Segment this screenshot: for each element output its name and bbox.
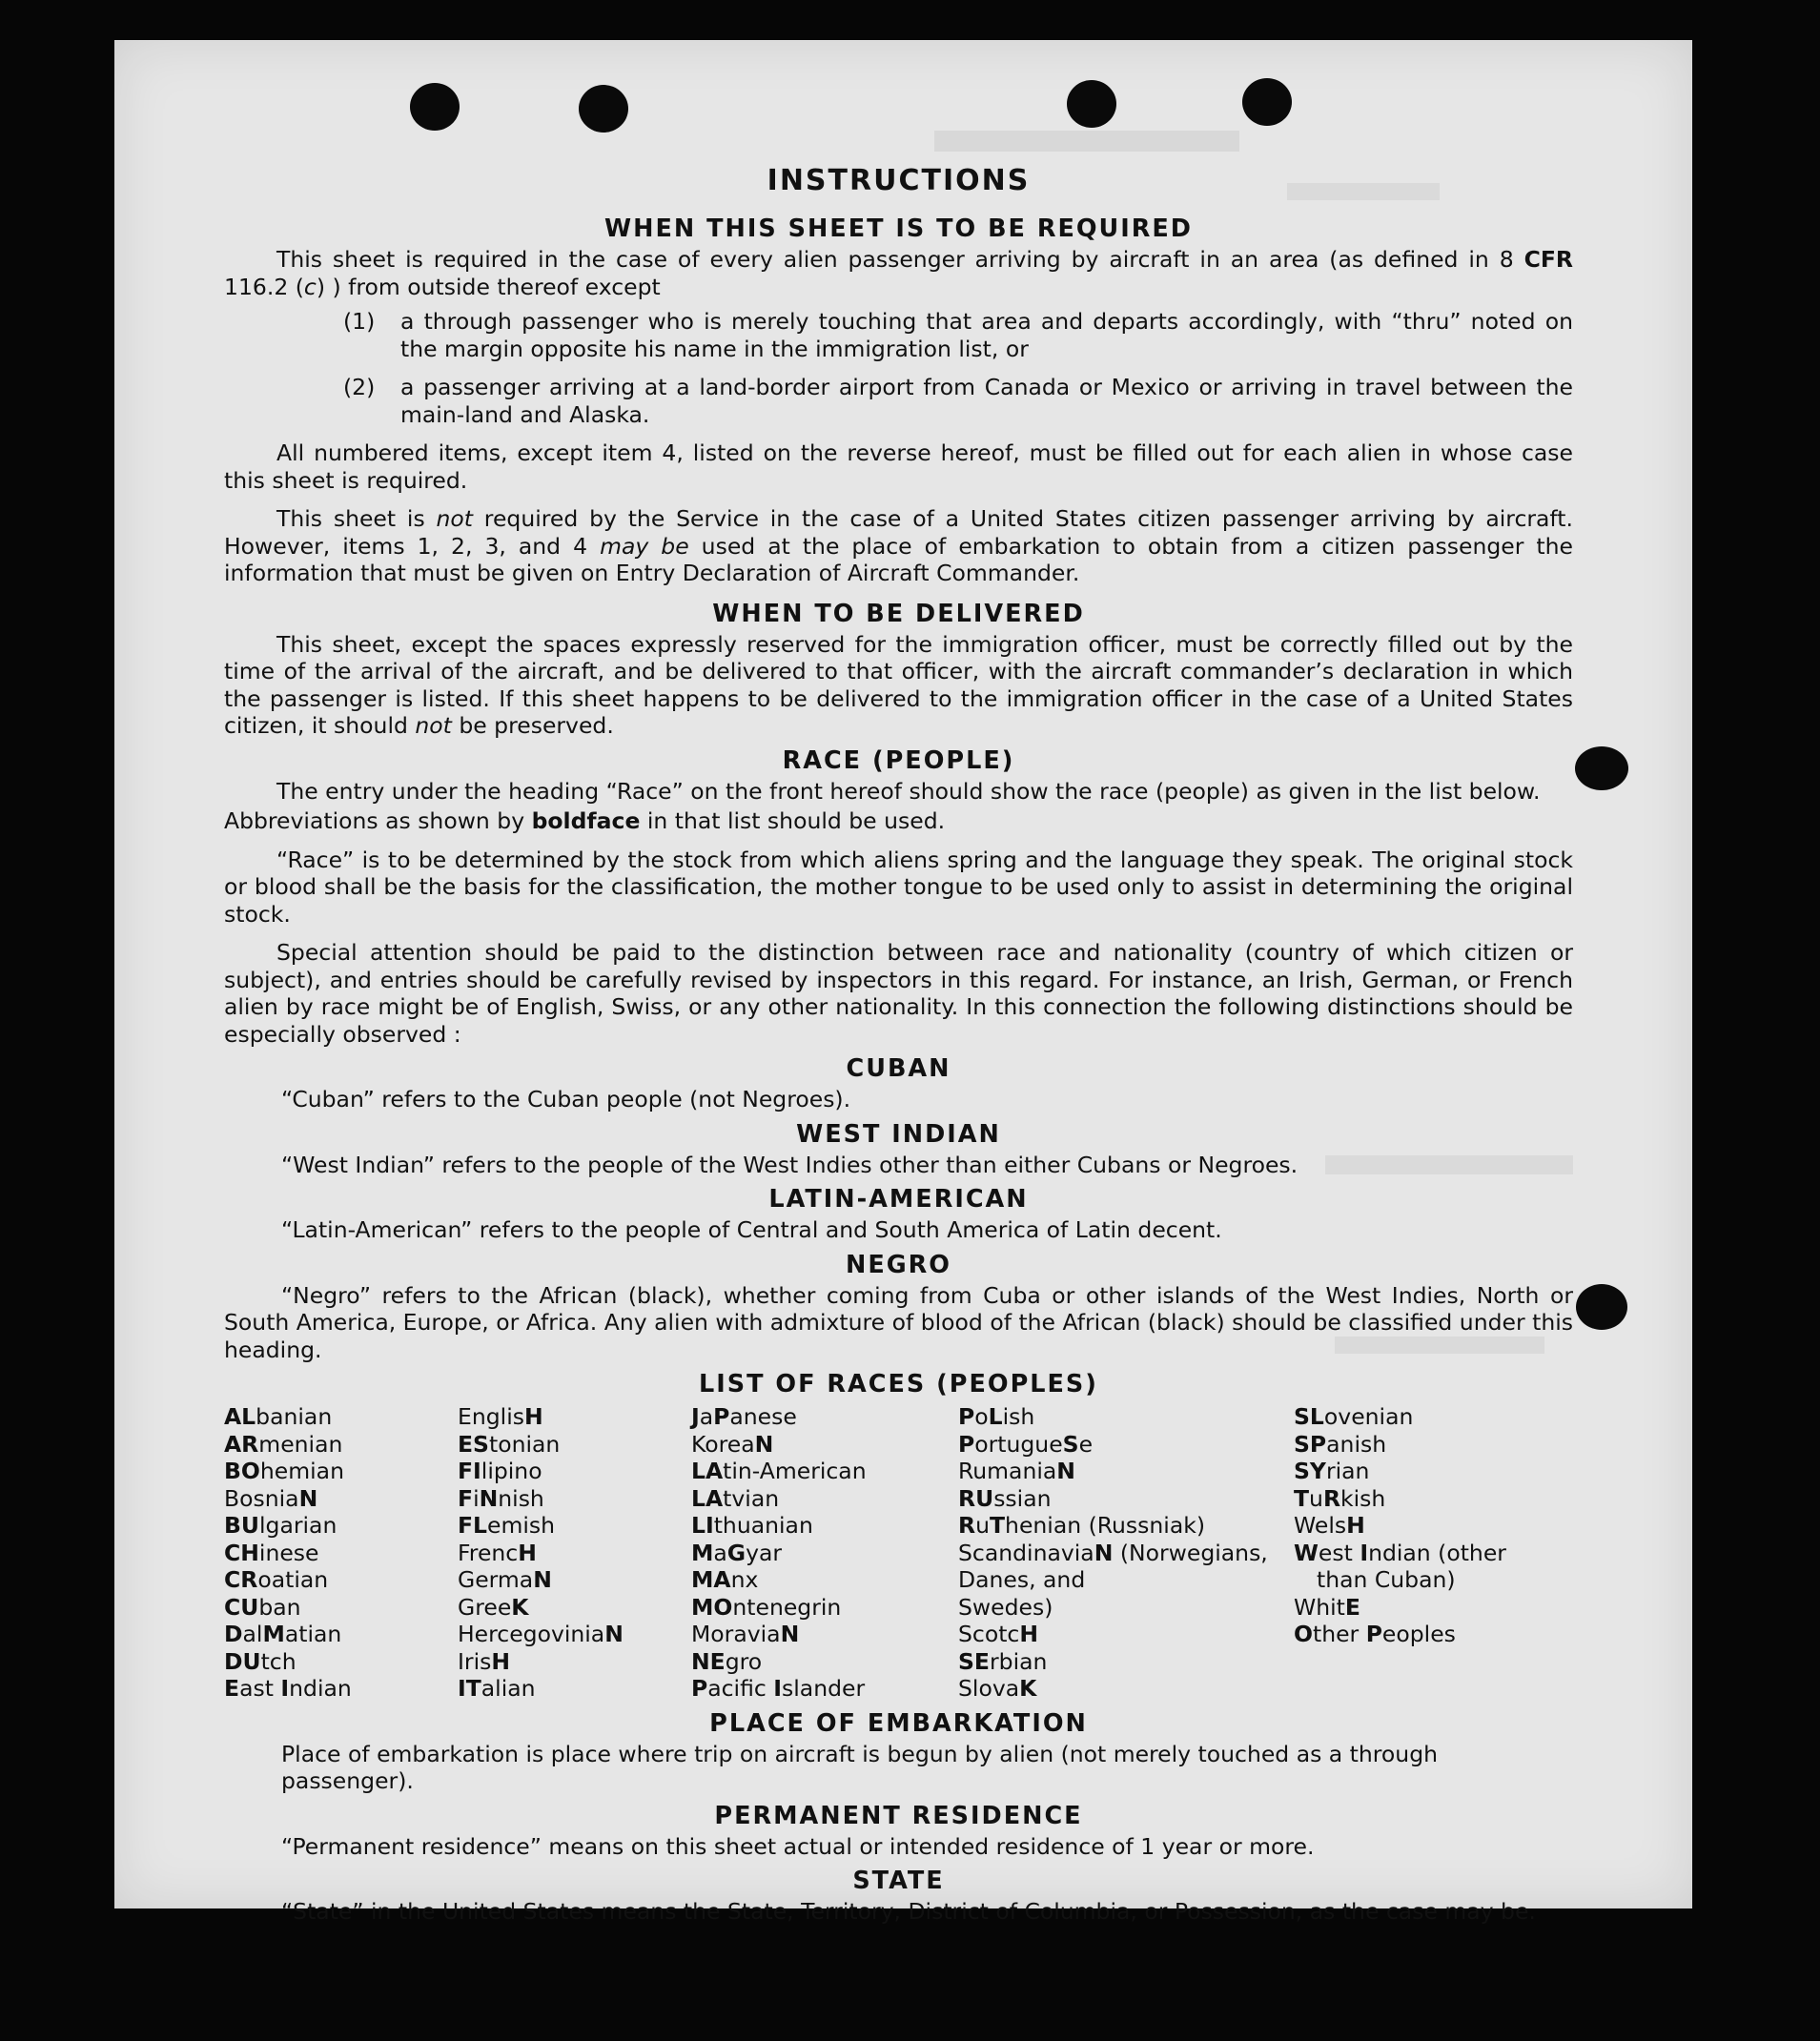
section-heading-permanent-residence: PERMANENT RESIDENCE — [714, 1801, 1083, 1830]
race-entry: HercegoviniaN — [458, 1621, 624, 1647]
west-indian-definition: “West Indian” refers to the people of the West Indies other than either Cubans or Negroes. — [281, 1151, 1299, 1178]
race-entry: WelsH — [1294, 1512, 1365, 1539]
race-entry: Other Peoples — [1294, 1621, 1456, 1647]
race-paragraph-3: Special attention should be paid to the distinction between race and nationality (country of which citizen or subject), and entries should be carefully revised by inspectors in this regard. For instance, an Irish, German, or French alien by race might be of English, Swiss, or any other nationality. In this connection the following distinctions should be especially observed : — [224, 939, 1573, 1048]
race-entry: FrencH — [458, 1539, 537, 1566]
races-column — [691, 1403, 958, 1703]
punch-hole — [1067, 80, 1116, 128]
race-entry: LAtin-American — [691, 1458, 867, 1484]
race-entry: EnglisH — [458, 1403, 543, 1430]
race-entry: SPanish — [1294, 1430, 1387, 1458]
race-entry: FiNnish — [458, 1484, 544, 1512]
delivered-paragraph: This sheet, except the spaces expressly reserved for the immigration officer, must be correctly filled out by the time of the arrival of the aircraft, and be delivered to that officer, with the aircraft commander’s declaration in which the passenger is listed. If this sheet happens to be delivered to the immigration officer in the case of a United States citizen, it should not be preserved. — [224, 630, 1573, 739]
race-entry: MaGyar — [691, 1539, 783, 1566]
race-entry: DalMatian — [224, 1621, 342, 1647]
latin-american-definition: “Latin-American” refers to the people of Central and South America of Latin decent. — [281, 1216, 1222, 1243]
race-entry: than Cuban) — [1317, 1566, 1456, 1593]
section-heading-cuban: CUBAN — [846, 1054, 951, 1083]
race-entry: JaPanese — [691, 1403, 797, 1430]
race-entry: SlovaK — [958, 1675, 1037, 1702]
race-entry: ITalian — [458, 1675, 536, 1702]
citizen-paragraph: This sheet is not required by the Service in the case of a United States citizen passenger arriving by aircraft. However, items 1, 2, 3, and 4 may be used at the place of embarkation to obtain from a citizen passenger the information that must be given on Entry Declaration of Aircraft Commander. — [224, 505, 1573, 586]
bleed-through-shadow — [934, 131, 1239, 152]
punch-hole — [579, 85, 628, 133]
race-entry: NEgro — [691, 1647, 763, 1675]
race-entry: PortugueSe — [958, 1430, 1094, 1458]
race-entry: KoreaN — [691, 1430, 774, 1458]
race-entry: WhitE — [1294, 1593, 1360, 1621]
race-entry: ALbanian — [224, 1403, 333, 1430]
numbered-items-paragraph: All numbered items, except item 4, listed on the reverse hereof, must be filled out for each alien in whose case this sheet is required. — [224, 439, 1573, 494]
race-entry: TuRkish — [1294, 1484, 1386, 1512]
section-heading-list-of-races: LIST OF RACES (PEOPLES) — [699, 1370, 1098, 1398]
race-entry: LIthuanian — [691, 1512, 813, 1539]
exception-item — [343, 308, 1573, 362]
race-entry: MOntenegrin — [691, 1593, 842, 1621]
race-entry: ScotcH — [958, 1621, 1039, 1647]
race-entry: LAtvian — [691, 1484, 780, 1512]
race-entry: IrisH — [458, 1647, 511, 1675]
race-entry: SYrian — [1294, 1458, 1370, 1484]
races-column — [224, 1403, 458, 1703]
race-entry: RumaniaN — [958, 1458, 1075, 1484]
race-entry: CRoatian — [224, 1566, 329, 1593]
race-entry: EStonian — [458, 1430, 561, 1458]
punch-hole — [1242, 78, 1292, 126]
race-entry: MoraviaN — [691, 1621, 800, 1647]
race-entry: Danes, and — [958, 1566, 1086, 1593]
race-entry: BUlgarian — [224, 1512, 337, 1539]
negro-definition: “Negro” refers to the African (black), whether coming from Cuba or other islands of the West Indies, North or South America, Europe, or Africa. Any alien with admixture of blood of the African (black) should be classified under this heading. — [224, 1281, 1573, 1363]
races-list — [224, 1403, 1573, 1703]
race-entry: Pacific Islander — [691, 1675, 866, 1702]
race-entry: SErbian — [958, 1647, 1048, 1675]
embarkation-definition: Place of embarkation is place where trip on aircraft is begun by alien (not merely touched as a through passenger). — [281, 1740, 1439, 1794]
cuban-definition: “Cuban” refers to the Cuban people (not Negroes). — [281, 1086, 851, 1112]
race-paragraph-1: The entry under the heading “Race” on the front hereof should show the race (people) as given in the list below. — [276, 777, 1541, 805]
race-entry: BosniaN — [224, 1484, 318, 1512]
race-entry: BOhemian — [224, 1458, 344, 1484]
race-entry: CHinese — [224, 1539, 319, 1566]
races-column — [1294, 1403, 1561, 1703]
section-heading-state: STATE — [852, 1867, 945, 1895]
section-heading-embarkation: PLACE OF EMBARKATION — [709, 1708, 1088, 1738]
race-entry: SLovenian — [1294, 1403, 1414, 1430]
race-entry: RuThenian (Russniak) — [958, 1512, 1206, 1539]
section-heading-required: WHEN THIS SHEET IS TO BE REQUIRED — [604, 214, 1193, 243]
exception-text: a through passenger who is merely touching that area and departs accordingly, with “thru” noted on the margin opposite his name in the immigration list, or — [400, 308, 1573, 362]
required-intro: This sheet is required in the case of every alien passenger arriving by aircraft in an area (as defined in 8 CFR 116.2 (c) ) from outside thereof except — [224, 246, 1573, 300]
state-definition: “State” in the United States means the State, Territory, District of Columbia, or Possession, as the case may be. — [281, 1898, 1536, 1925]
races-column — [458, 1403, 691, 1703]
race-entry: PoLish — [958, 1403, 1035, 1430]
race-entry: FIlipino — [458, 1458, 542, 1484]
race-paragraph-2: “Race” is to be determined by the stock from which aliens spring and the language they speak. The original stock or blood shall be the basis for the classification, the mother tongue to be used only to assist in determining the original stock. — [224, 846, 1573, 928]
exception-number: (2) — [343, 374, 376, 400]
section-heading-latin-american: LATIN-AMERICAN — [768, 1185, 1029, 1214]
race-entry: ScandinaviaN (Norwegians, — [958, 1539, 1268, 1566]
section-heading-race: RACE (PEOPLE) — [782, 745, 1015, 775]
race-entry: MAnx — [691, 1566, 759, 1593]
race-entry: CUban — [224, 1593, 301, 1621]
permanent-residence-definition: “Permanent residence” means on this sheet actual or intended residence of 1 year or more. — [281, 1832, 1315, 1860]
exception-number: (1) — [343, 308, 376, 335]
races-column — [958, 1403, 1294, 1703]
race-entry: RUssian — [958, 1484, 1052, 1512]
document-sheet — [114, 40, 1692, 1925]
exception-text: a passenger arriving at a land-border airport from Canada or Mexico or arriving in travel between the main-land and Alaska. — [400, 374, 1573, 428]
race-entry: Swedes) — [958, 1593, 1053, 1621]
race-entry: ARmenian — [224, 1430, 343, 1458]
section-heading-delivered: WHEN TO BE DELIVERED — [712, 599, 1085, 628]
race-entry: GreeK — [458, 1593, 529, 1621]
instructions-content — [224, 164, 1573, 1931]
race-entry: FLemish — [458, 1512, 556, 1539]
page-title: INSTRUCTIONS — [767, 164, 1031, 197]
race-entry: East Indian — [224, 1675, 352, 1702]
punch-hole — [410, 83, 460, 131]
exception-item — [343, 374, 1573, 428]
section-heading-negro: NEGRO — [845, 1250, 951, 1279]
section-heading-west-indian: WEST INDIAN — [796, 1119, 1001, 1149]
punch-hole — [1575, 746, 1628, 790]
race-entry: DUtch — [224, 1647, 297, 1675]
punch-hole — [1576, 1284, 1627, 1330]
race-abbreviations-line: Abbreviations as shown by boldface in that list should be used. — [224, 807, 946, 834]
race-entry: GermaN — [458, 1566, 552, 1593]
race-entry: West Indian (other — [1294, 1539, 1506, 1566]
